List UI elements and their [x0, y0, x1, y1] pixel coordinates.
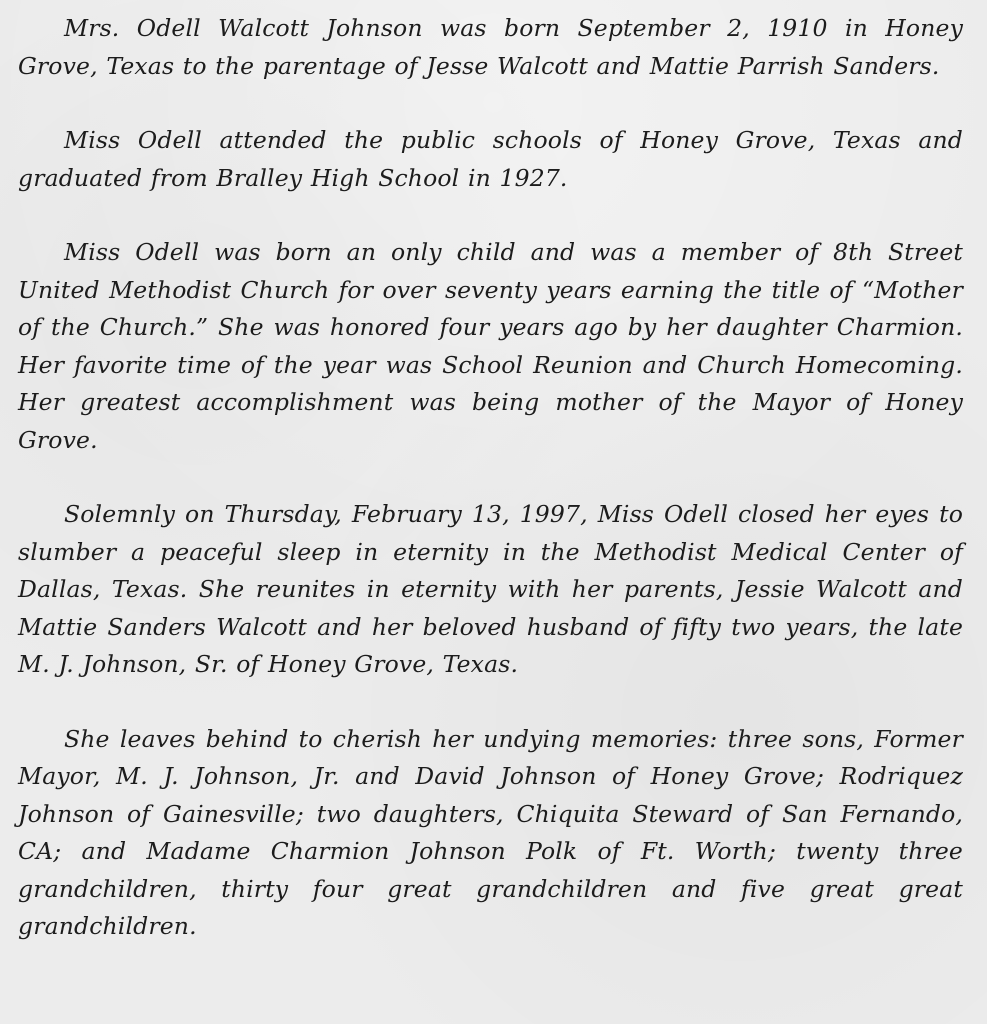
paragraph-survivors: She leaves behind to cherish her undying memories: three sons, Former Mayor, M. J. Johnson, Jr. and David Johnson of Honey Grove; Rodriquez Johnson of Gainesville; two daughters, Chiquita Steward of San Fernando, CA; and Madame Charmion Johnson Polk of Ft. Worth; twenty three grandchildren, thirty four great grandchildren and five great great grandchildren. [18, 724, 963, 940]
paragraph-passing: Solemnly on Thursday, February 13, 1997, Miss Odell closed her eyes to slumber a peaceful sleep in eternity in the Methodist Medical Center of Dallas, Texas. She reunites in eternity with her parents, Jessie Walcott and Mattie Sanders Walcott and her beloved husband of fifty two years, the late M. J. Johnson, Sr. of Honey Grove, Texas. [18, 500, 963, 678]
paragraph-birth: Mrs. Odell Walcott Johnson was born September 2, 1910 in Honey Grove, Texas to the parentage of Jesse Walcott and Mattie Parrish Sanders. [18, 14, 963, 80]
paragraph-education: Miss Odell attended the public schools of Honey Grove, Texas and graduated from Bralley High School in 1927. [18, 126, 963, 192]
paragraph-church-life: Miss Odell was born an only child and was a member of 8th Street United Methodist Church for over seventy years earning the title of “Mother of the Church.” She was honored four years ago by her daughter Charmion. Her favorite time of the year was School Reunion and Church Homecoming. Her greatest accomplishment was being mother of the Mayor of Honey Grove. [18, 238, 963, 454]
